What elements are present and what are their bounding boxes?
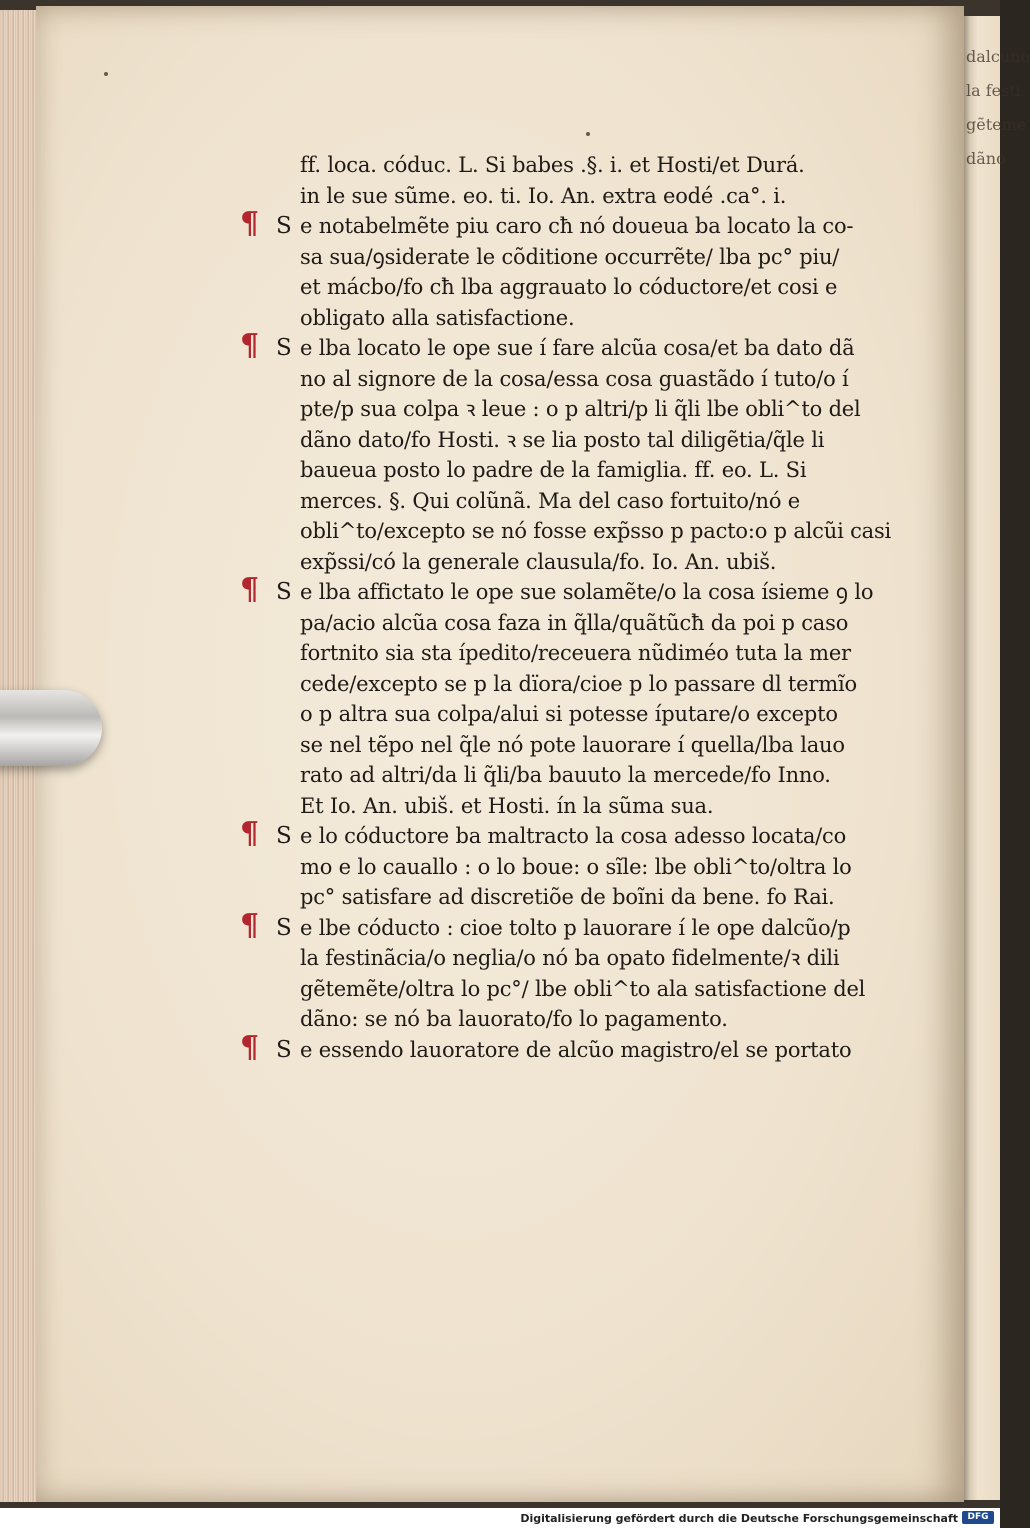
facing-page-text (966, 40, 1030, 1240)
paragraph-initial: S (276, 823, 292, 849)
text-line-content: e lo cóductore ba maltracto la cosa adesso locata/co (300, 824, 847, 848)
pilcrow-icon: ¶ (240, 572, 259, 607)
text-line-content: se nel tẽpo nel q̃le nó pote lauorare í quella/lba lauo (300, 732, 845, 757)
text-line (228, 303, 908, 334)
facing-page-fragment: la festi (966, 81, 1021, 100)
paragraph-initial: S (276, 1036, 292, 1063)
pilcrow-icon: ¶ (240, 1029, 259, 1065)
text-line (228, 791, 908, 822)
facing-page-fragment: dãno (966, 149, 1006, 168)
text-line (228, 455, 908, 486)
text-line (228, 572, 908, 608)
text-line-content: exp̃ssi/có la generale clausula/fo. Io. An. ubiš. (300, 549, 777, 574)
page-text (228, 150, 908, 1065)
pilcrow-icon: ¶ (240, 907, 259, 943)
text-line (228, 730, 908, 761)
text-line (228, 150, 908, 181)
paragraph-initial: S (276, 335, 292, 361)
text-line (228, 943, 908, 974)
text-line-content: Et Io. An. ubiš. et Hosti. ín la sũma sua. (300, 793, 714, 818)
text-line (228, 206, 908, 242)
text-line-content: ff. loca. códuc. L. Si babes .§. i. et Hosti/et Durá. (300, 153, 805, 177)
text-line (228, 882, 908, 913)
text-line-content: rato ad altri/da li q̃li/ba bauuto la mercede/fo Inno. (300, 763, 831, 787)
text-line (228, 608, 908, 639)
book-clip (0, 690, 102, 766)
text-line (228, 181, 908, 212)
text-line (228, 907, 908, 944)
funding-credit: Digitalisierung gefördert durch die Deutsche Forschungsgemeinschaft (520, 1512, 958, 1525)
text-line-content: sa sua/ꝯsiderate le cõditione occurrẽte/ lba pc° piu/ (300, 244, 840, 269)
text-line-content: no al signore de la cosa/essa cosa guastãdo í tuto/o í (300, 366, 849, 391)
pilcrow-icon: ¶ (240, 206, 259, 241)
text-line (228, 242, 908, 273)
text-line-content: fortnito sia sta ípedito/receuera nũdiméo tuta la mer (300, 641, 851, 665)
text-line (228, 1004, 908, 1035)
text-line (228, 1029, 908, 1066)
text-line (228, 364, 908, 395)
text-line-content: gẽtemẽte/oltra lo pc°/ lbe obli^to ala satisfactione del (300, 976, 866, 1001)
text-line-content: et mácbo/fo cħ lba aggrauato lo cóductore/et cosi e (300, 275, 838, 299)
text-line-content: e notabelmẽte piu caro cħ nó doueua ba locato la co- (300, 214, 854, 238)
paragraph-initial: S (276, 579, 292, 605)
text-line-content: obligato alla satisfactione. (300, 305, 575, 330)
text-line (228, 669, 908, 700)
text-line (228, 974, 908, 1005)
text-line (228, 516, 908, 547)
text-line-content: pte/p sua colpa ꝛ leue : o p altri/p li q̃li lbe obli^to del (300, 397, 861, 421)
ink-speck (586, 132, 590, 136)
text-line-content: e lba affictato le ope sue solamẽte/o la cosa ísieme ꝯ lo (300, 580, 874, 604)
text-line (228, 425, 908, 456)
text-line-content: mo e lo cauallo : o lo boue: o sĩle: lbe obli^to/oltra lo (300, 854, 852, 879)
text-line-content: merces. §. Qui colũnã. Ma del caso fortuito/nó e (300, 488, 801, 513)
pilcrow-icon: ¶ (240, 328, 259, 363)
text-line (228, 852, 908, 883)
text-line (228, 486, 908, 517)
text-line-content: pc° satisfare ad discretiõe de boĩni da bene. fo Rai. (300, 885, 835, 909)
text-line-content: e essendo lauoratore de alcũo magistro/el se portato (300, 1037, 852, 1062)
text-line (228, 547, 908, 578)
text-line-content: e lbe códucto : cioe tolto p lauorare í le ope dalcũo/p (300, 915, 851, 940)
text-line-content: o p altra sua colpa/alui si potesse íputare/o excepto (300, 702, 838, 726)
text-line (228, 328, 908, 364)
text-line-content: pa/acio alcũa cosa faza in q̃lla/quãtũcħ da poi p caso (300, 610, 849, 635)
text-line (228, 272, 908, 303)
text-line-content: cede/excepto se p la dïora/cioe p lo passare dl termĩo (300, 671, 857, 696)
text-line-content: e lba locato le ope sue í fare alcũa cosa/et ba dato dã (300, 336, 855, 360)
text-line (228, 816, 908, 852)
dfg-logo: DFG (962, 1511, 994, 1524)
text-line-content: baueua posto lo padre de la famiglia. ff. eo. L. Si (300, 458, 807, 482)
text-line-content: dãno: se nó ba lauorato/fo lo pagamento. (300, 1007, 728, 1031)
text-line-content: in le sue sũme. eo. ti. Io. An. extra eodé .ca°. i. (300, 183, 787, 208)
pilcrow-icon: ¶ (240, 816, 259, 851)
text-line (228, 760, 908, 791)
ink-speck (104, 72, 108, 76)
text-line (228, 394, 908, 425)
text-line-content: la festinãcia/o neglia/o nó ba opato fidelmente/ꝛ dili (300, 946, 840, 970)
facing-page-fragment: gẽteme (966, 115, 1027, 134)
paragraph-initial: S (276, 213, 292, 239)
text-line (228, 638, 908, 669)
facing-page-fragment: dalcuno (966, 47, 1030, 66)
text-line-content: obli^to/excepto se nó fosse exp̃sso p pacto:o p alcũi casi (300, 519, 892, 543)
text-line (228, 699, 908, 730)
text-line-content: dãno dato/fo Hosti. ꝛ se lia posto tal diligẽtia/q̃le li (300, 427, 825, 452)
paragraph-initial: S (276, 914, 292, 941)
